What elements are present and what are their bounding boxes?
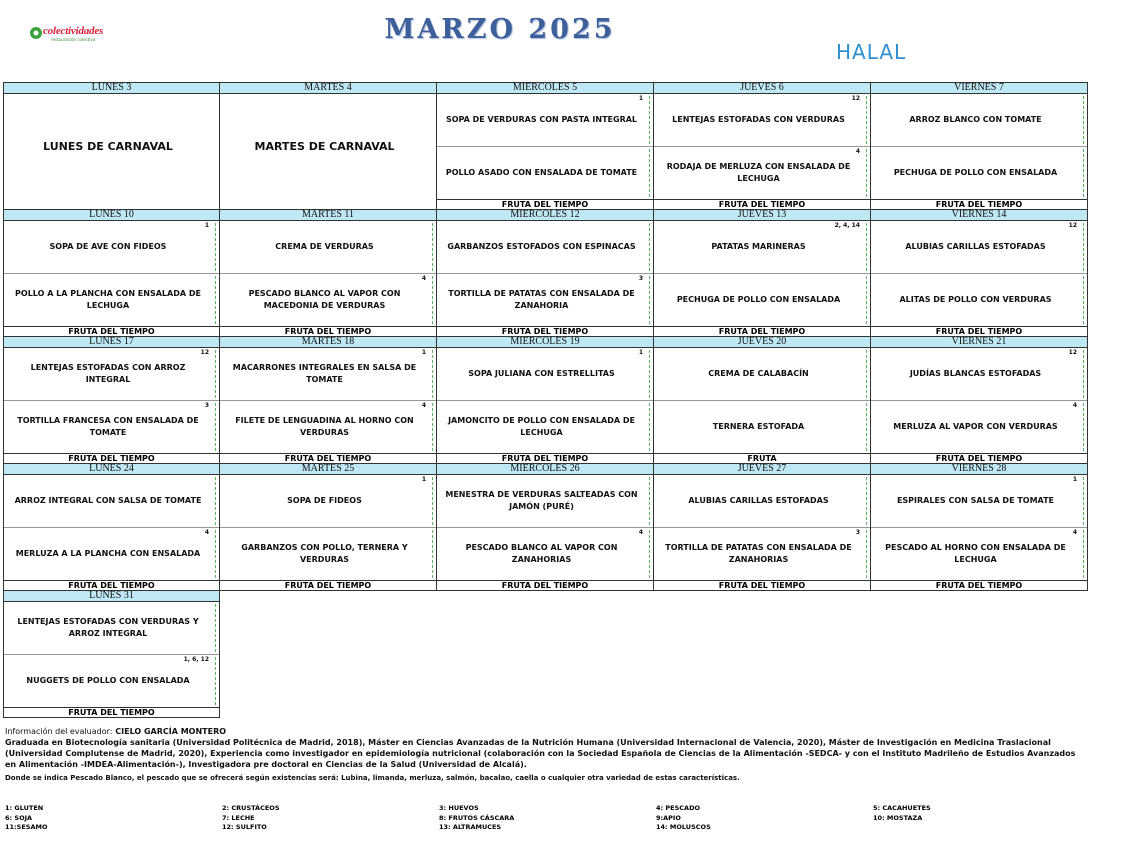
dessert-label: FRUTA DEL TIEMPO (4, 326, 219, 336)
day-header: VIERNES 28 (871, 464, 1087, 475)
dashed-separator (432, 403, 433, 451)
allergen-item: 3: HUEVOS (439, 804, 479, 812)
logo-tagline: restauración colectiva (51, 37, 96, 42)
second-course-label: MERLUZA A LA PLANCHA CON ENSALADA (15, 549, 201, 558)
second-course-allergens: 4 (1072, 529, 1077, 536)
dashed-separator (215, 657, 216, 705)
dessert-label (220, 200, 436, 209)
holiday-label: LUNES DE CARNAVAL (43, 140, 173, 153)
first-course-allergens: 2, 4, 14 (834, 222, 860, 229)
dashed-separator (215, 530, 216, 578)
allergen-legend (5, 804, 1095, 833)
allergen-item (873, 823, 1090, 833)
second-course-allergens: 4 (638, 529, 643, 536)
day-header: VIERNES 14 (871, 210, 1087, 221)
second-course-allergens: 3 (855, 529, 860, 536)
dessert-label: FRUTA DEL TIEMPO (654, 199, 870, 209)
first-course (871, 221, 1087, 274)
first-course-allergens: 1 (421, 476, 426, 483)
dashed-separator (649, 149, 650, 197)
first-course-allergens: 1 (421, 349, 426, 356)
first-course-allergens: 12 (851, 95, 860, 102)
dessert-label: FRUTA DEL TIEMPO (220, 580, 436, 590)
second-course-allergens: 4 (204, 529, 209, 536)
dashed-separator (1083, 149, 1084, 197)
day-cell (654, 210, 871, 337)
first-course-label: SOPA DE AVE CON FIDEOS (49, 242, 167, 251)
second-course-allergens: 1, 6, 12 (183, 656, 209, 663)
first-course (220, 221, 436, 274)
dessert-label: FRUTA DEL TIEMPO (871, 326, 1087, 336)
first-course (871, 348, 1087, 401)
allergen-item: 8: FRUTOS CÁSCARA (439, 813, 515, 822)
dashed-separator (866, 223, 867, 271)
second-course (437, 147, 653, 199)
allergen-item: 2: CRUSTÁCEOS (222, 804, 280, 812)
first-course-allergens: 12 (200, 349, 209, 356)
second-course-label: POLLO A LA PLANCHA CON ENSALADA DE LECHUGA (15, 289, 201, 310)
first-course (220, 348, 436, 401)
day-header: JUEVES 27 (654, 464, 870, 475)
day-header: MIERCOLES 5 (437, 83, 653, 94)
first-course-allergens: 1 (1072, 476, 1077, 483)
allergen-item: 10: MOSTAZA (873, 813, 923, 822)
week-row (3, 210, 1089, 337)
day-cell (3, 337, 220, 464)
dessert-label: FRUTA DEL TIEMPO (871, 453, 1087, 463)
second-course-allergens: 3 (638, 275, 643, 282)
first-course (437, 221, 653, 274)
second-course-allergens: 4 (421, 275, 426, 282)
allergen-item: 9:APIO (656, 813, 681, 822)
first-course (871, 94, 1087, 147)
dashed-separator (1083, 223, 1084, 271)
day-cell (871, 337, 1088, 464)
dessert-label: FRUTA DEL TIEMPO (654, 580, 870, 590)
second-course (654, 401, 870, 453)
day-header: LUNES 17 (4, 337, 219, 348)
dessert-label (4, 200, 219, 209)
day-header: MIERCOLES 19 (437, 337, 653, 348)
first-course-label: JUDÍAS BLANCAS ESTOFADAS (909, 369, 1042, 378)
first-course (437, 475, 653, 528)
company-logo (27, 24, 104, 46)
first-course (437, 94, 653, 147)
dashed-separator (215, 276, 216, 324)
second-course (4, 655, 219, 707)
second-course-label: PESCADO BLANCO AL VAPOR CON ZANAHORIAS (465, 543, 618, 564)
dashed-separator (215, 223, 216, 271)
day-header: LUNES 3 (4, 83, 219, 94)
dashed-separator (866, 276, 867, 324)
second-course-label: PESCADO BLANCO AL VAPOR CON MACEDONIA DE VERDURAS (248, 289, 401, 310)
dashed-separator (649, 530, 650, 578)
second-course (220, 528, 436, 580)
second-course-allergens: 4 (855, 148, 860, 155)
first-course (220, 475, 436, 528)
second-course-label: PECHUGA DE POLLO CON ENSALADA (893, 168, 1058, 177)
dashed-separator (432, 477, 433, 525)
allergen-item: 5: CACAHUETES (873, 804, 931, 812)
second-course-label: PESCADO AL HORNO CON ENSALADA DE LECHUGA (885, 543, 1066, 564)
day-header: LUNES 10 (4, 210, 219, 221)
second-course (4, 401, 219, 453)
day-cell (654, 82, 871, 210)
dessert-label: FRUTA DEL TIEMPO (437, 453, 653, 463)
allergen-item: 1: GLUTEN (5, 804, 44, 812)
week-row (3, 82, 1089, 210)
first-course (4, 475, 219, 528)
second-course (4, 528, 219, 580)
dessert-label: FRUTA DEL TIEMPO (220, 453, 436, 463)
first-course (4, 221, 219, 274)
first-course-allergens: 1 (638, 95, 643, 102)
second-course (437, 528, 653, 580)
dashed-separator (866, 350, 867, 398)
day-cell (437, 337, 654, 464)
menu-type-label: HALAL (836, 40, 907, 64)
second-course (654, 147, 870, 199)
second-course-allergens: 4 (421, 402, 426, 409)
day-cell (654, 464, 871, 591)
day-cell (654, 337, 871, 464)
dessert-label: FRUTA DEL TIEMPO (4, 707, 219, 717)
dessert-label: FRUTA DEL TIEMPO (220, 326, 436, 336)
first-course (4, 348, 219, 401)
second-course (4, 274, 219, 326)
allergen-item: 4: PESCADO (656, 804, 700, 812)
first-course-label: SOPA DE VERDURAS CON PASTA INTEGRAL (445, 115, 638, 124)
day-cell (3, 591, 220, 718)
allergen-item: 11:SESAMO (5, 823, 48, 831)
first-course (654, 94, 870, 147)
first-course-label: PATATAS MARINERAS (711, 242, 806, 251)
fish-note: Donde se indica Pescado Blanco, el pescado que se ofrecerá según existencias será: Lubina, limanda, merluza, salmón, bacalao, caella o cualquier otra variedad de estas características. (5, 774, 740, 782)
first-course (871, 475, 1087, 528)
dashed-separator (649, 96, 650, 144)
allergen-row (5, 823, 1095, 833)
day-header: MARTES 11 (220, 210, 436, 221)
second-course-label: TORTILLA DE PATATAS CON ENSALADA DE ZANAHORIAS (665, 543, 852, 564)
dashed-separator (649, 276, 650, 324)
evaluator-info (5, 726, 1085, 784)
first-course-label: SOPA JULIANA CON ESTRELLITAS (468, 369, 615, 378)
day-header: MARTES 25 (220, 464, 436, 475)
second-course (654, 274, 870, 326)
second-course-label: JAMONCITO DE POLLO CON ENSALADA DE LECHUGA (448, 416, 635, 437)
first-course (654, 348, 870, 401)
second-course-label: TERNERA ESTOFADA (712, 422, 805, 431)
second-course-label: TORTILLA FRANCESA CON ENSALADA DE TOMATE (17, 416, 199, 437)
day-cell (3, 464, 220, 591)
menu-calendar (3, 82, 1089, 718)
first-course (654, 221, 870, 274)
dessert-label: FRUTA DEL TIEMPO (654, 326, 870, 336)
first-course (4, 602, 219, 655)
dashed-separator (866, 403, 867, 451)
second-course-allergens: 3 (204, 402, 209, 409)
holiday-label: MARTES DE CARNAVAL (254, 140, 395, 153)
dashed-separator (1083, 403, 1084, 451)
second-course-label: GARBANZOS CON POLLO, TERNERA Y VERDURAS (241, 543, 408, 564)
dashed-separator (866, 530, 867, 578)
second-course-allergens: 4 (1072, 402, 1077, 409)
first-course (654, 475, 870, 528)
dashed-separator (866, 96, 867, 144)
dashed-separator (866, 477, 867, 525)
dessert-label: FRUTA DEL TIEMPO (4, 453, 219, 463)
first-course-label: LENTEJAS ESTOFADAS CON ARROZ INTEGRAL (30, 363, 186, 384)
first-course-allergens: 1 (638, 349, 643, 356)
second-course-label: TORTILLA DE PATATAS CON ENSALADA DE ZANAHORIA (448, 289, 635, 310)
dashed-separator (215, 604, 216, 652)
first-course-label: CREMA DE CALABACÍN (708, 369, 809, 378)
first-course-allergens: 12 (1068, 222, 1077, 229)
day-header: MIERCOLES 26 (437, 464, 653, 475)
dessert-label: FRUTA DEL TIEMPO (437, 199, 653, 209)
dessert-label: FRUTA DEL TIEMPO (437, 326, 653, 336)
evaluator-bio: Graduada en Biotecnología sanitaria (Universidad Politécnica de Madrid, 2018), Máster en Ciencias Avanzadas de la Nutrición Humana (Universidad Internacional de Valencia, 2020), Máster de Investigación en Medicina Traslacional (Universidad Complutense de Madrid, 2020), Experiencia como investigador en epidemiología nutricional (colaboración con la Sociedad Española de Ciencias de la Alimentación -SEDCA- y con el Instituto Madrileño de Estudios Avanzados en Alimentación -IMDEA-Alimentación-), Investigadora pre doctoral en Ciencias de la Salud (Universidad de Alcalá). (5, 738, 1076, 769)
day-header: MARTES 4 (220, 83, 436, 94)
day-header: JUEVES 20 (654, 337, 870, 348)
first-course-label: SOPA DE FIDEOS (287, 496, 362, 505)
dashed-separator (432, 276, 433, 324)
second-course-label: FILETE DE LENGUADINA AL HORNO CON VERDURAS (235, 416, 414, 437)
day-cell (220, 82, 437, 210)
holiday-cell (4, 94, 219, 200)
dashed-separator (649, 350, 650, 398)
first-course-label: ALUBIAS CARILLAS ESTOFADAS (688, 496, 829, 505)
dashed-separator (1083, 96, 1084, 144)
first-course-label: ARROZ BLANCO CON TOMATE (909, 115, 1042, 124)
dashed-separator (432, 223, 433, 271)
dashed-separator (866, 149, 867, 197)
evaluator-name: CIELO GARCÍA MONTERO (115, 727, 227, 736)
second-course (220, 401, 436, 453)
day-header: VIERNES 21 (871, 337, 1087, 348)
leaf-logo-icon (29, 26, 43, 40)
dashed-separator (215, 403, 216, 451)
logo-name: colectividades (43, 25, 104, 37)
day-cell (3, 82, 220, 210)
second-course (220, 274, 436, 326)
dessert-label: FRUTA DEL TIEMPO (871, 580, 1087, 590)
allergen-item: 13: ALTRAMUCES (439, 823, 502, 831)
week-row (3, 337, 1089, 464)
dashed-separator (215, 477, 216, 525)
allergen-item: 12: SULFITO (222, 823, 267, 831)
dashed-separator (649, 223, 650, 271)
second-course-label: PECHUGA DE POLLO CON ENSALADA (676, 295, 841, 304)
first-course-allergens: 1 (204, 222, 209, 229)
dessert-label: FRUTA DEL TIEMPO (437, 580, 653, 590)
day-cell (220, 337, 437, 464)
second-course (871, 147, 1087, 199)
dessert-label: FRUTA DEL TIEMPO (871, 199, 1087, 209)
first-course-label: ARROZ INTEGRAL CON SALSA DE TOMATE (14, 496, 202, 505)
second-course-label: NUGGETS DE POLLO CON ENSALADA (26, 676, 190, 685)
day-cell (871, 210, 1088, 337)
second-course (437, 401, 653, 453)
evaluator-label: Información del evaluador: (5, 727, 113, 736)
dashed-separator (432, 350, 433, 398)
day-header: MIERCOLES 12 (437, 210, 653, 221)
dashed-separator (1083, 350, 1084, 398)
second-course-label: ALITAS DE POLLO CON VERDURAS (899, 295, 1052, 304)
day-cell (871, 82, 1088, 210)
first-course-label: MACARRONES INTEGRALES EN SALSA DE TOMATE (232, 363, 417, 384)
day-header: VIERNES 7 (871, 83, 1087, 94)
second-course (654, 528, 870, 580)
allergen-item: 14: MOLUSCOS (656, 823, 711, 831)
first-course-allergens: 12 (1068, 349, 1077, 356)
dashed-separator (432, 530, 433, 578)
dessert-label: FRUTA DEL TIEMPO (4, 580, 219, 590)
first-course-label: MENESTRA DE VERDURAS SALTEADAS CON JAMÓN (PURÉ) (445, 490, 638, 511)
first-course (437, 348, 653, 401)
dashed-separator (215, 350, 216, 398)
day-cell (437, 464, 654, 591)
dashed-separator (649, 477, 650, 525)
day-header: JUEVES 13 (654, 210, 870, 221)
dashed-separator (1083, 477, 1084, 525)
page-title: MARZO 2025 (384, 14, 616, 45)
allergen-item: 7: LECHE (222, 813, 255, 822)
week-row (3, 464, 1089, 591)
first-course-label: LENTEJAS ESTOFADAS CON VERDURAS Y ARROZ INTEGRAL (17, 617, 199, 638)
second-course (871, 401, 1087, 453)
first-course-label: GARBANZOS ESTOFADOS CON ESPINACAS (447, 242, 636, 251)
day-cell (3, 210, 220, 337)
holiday-cell (220, 94, 436, 200)
dashed-separator (649, 403, 650, 451)
allergen-row (5, 804, 1095, 814)
week-row (3, 591, 1089, 718)
day-cell (437, 210, 654, 337)
second-course (437, 274, 653, 326)
first-course-label: LENTEJAS ESTOFADAS CON VERDURAS (672, 115, 845, 124)
second-course (871, 528, 1087, 580)
first-course-label: ALUBIAS CARILLAS ESTOFADAS (905, 242, 1046, 251)
second-course (871, 274, 1087, 326)
day-cell (220, 210, 437, 337)
day-header: MARTES 18 (220, 337, 436, 348)
allergen-item: 6: SOJA (5, 813, 33, 822)
first-course-label: CREMA DE VERDURAS (275, 242, 374, 251)
second-course-label: POLLO ASADO CON ENSALADA DE TOMATE (445, 168, 638, 177)
second-course-label: RODAJA DE MERLUZA CON ENSALADA DE LECHUGA (666, 162, 851, 183)
first-course-label: ESPIRALES CON SALSA DE TOMATE (896, 496, 1055, 505)
day-cell (437, 82, 654, 210)
day-header: JUEVES 6 (654, 83, 870, 94)
dashed-separator (1083, 276, 1084, 324)
day-cell (871, 464, 1088, 591)
day-cell (220, 464, 437, 591)
dessert-label: FRUTA (654, 453, 870, 463)
allergen-row (5, 814, 1095, 824)
day-header: LUNES 31 (4, 591, 219, 602)
dashed-separator (1083, 530, 1084, 578)
day-header: LUNES 24 (4, 464, 219, 475)
second-course-label: MERLUZA AL VAPOR CON VERDURAS (893, 422, 1058, 431)
